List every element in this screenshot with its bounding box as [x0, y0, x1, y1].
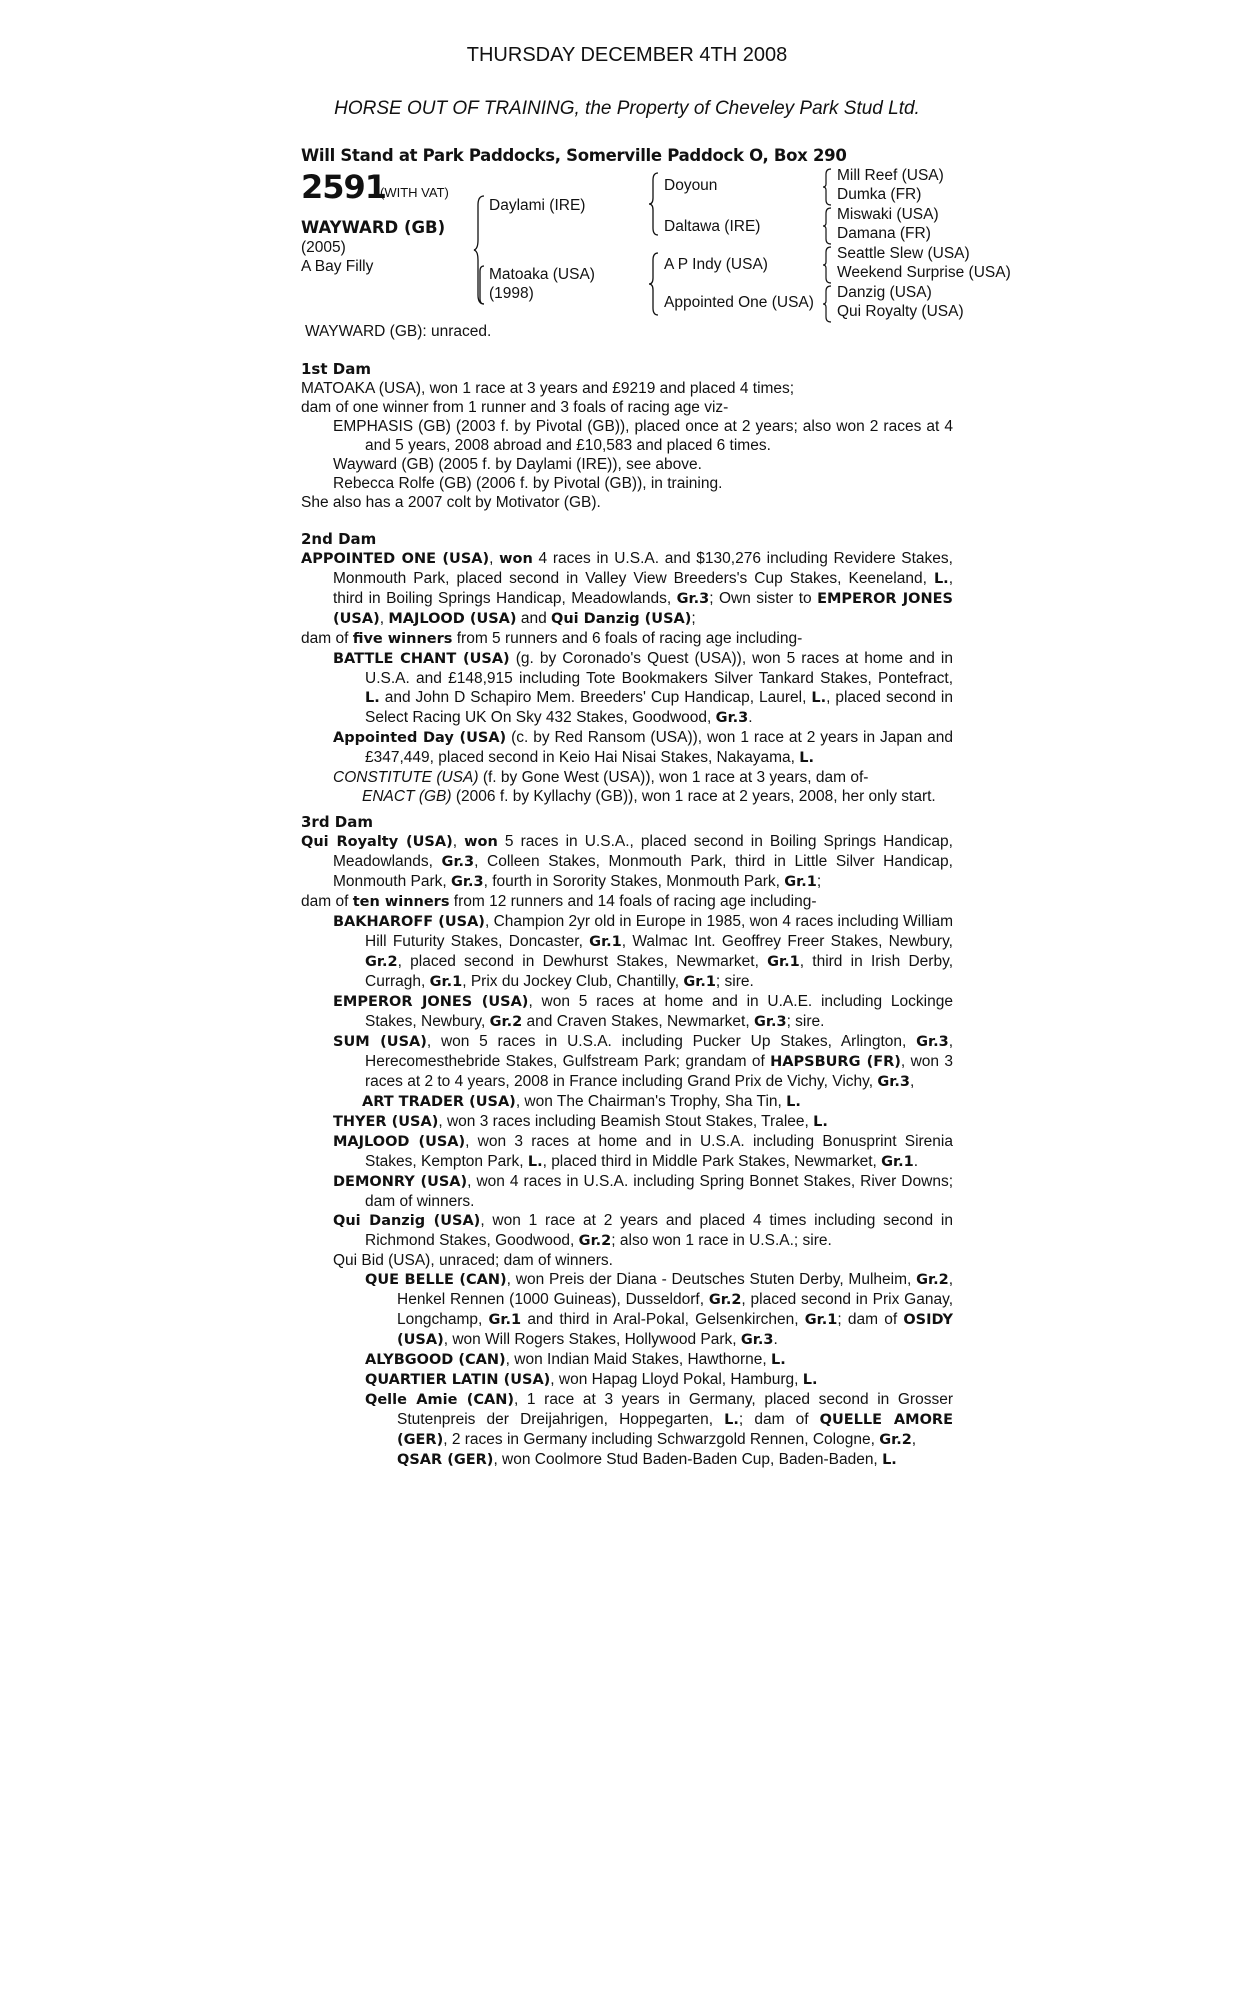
first-dam-line: dam of one winner from 1 runner and 3 foals of racing age viz-: [301, 399, 729, 416]
pedigree-ddd: Qui Royalty (USA): [837, 303, 964, 320]
lot-subtitle: HORSE OUT OF TRAINING, the Property of Cheveley Park Stud Ltd.: [334, 98, 920, 119]
second-dam-section: [301, 530, 953, 806]
first-dam-line: Rebecca Rolfe (GB) (2006 f. by Pivotal (GB)), in training.: [333, 475, 723, 492]
third-dam-line: BAKHAROFF (USA), Champion 2yr old in Europe in 1985, won 4 races including William Hill Futurity Stakes, Doncaster, Gr.1, Walmac Int. Geoffrey Freer Stakes, Newbury, Gr.2, placed second in Dewhurst Stakes, Newmarket, Gr.1, third in Irish Derby, Curragh, Gr.1, Prix du Jockey Club, Chantilly, Gr.1; sire.: [333, 913, 953, 990]
first-dam-line: She also has a 2007 colt by Motivator (GB).: [301, 494, 601, 511]
third-dam-line: SUM (USA), won 5 races in U.S.A. including Pucker Up Stakes, Arlington, Gr.3, Herecomesthebride Stakes, Gulfstream Park; grandam of HAPSBURG (FR), won 3 races at 2 to 4 years, 2008 in France including Grand Prix de Vichy, Vichy, Gr.3,: [333, 1033, 953, 1090]
third-dam-line: QUARTIER LATIN (USA), won Hapag Lloyd Pokal, Hamburg, L.: [365, 1371, 818, 1388]
pedigree-sdd: Damana (FR): [837, 225, 931, 242]
third-dam-line: EMPEROR JONES (USA), won 5 races at home and in U.A.E. including Lockinge Stakes, Newbury, Gr.2 and Craven Stakes, Newmarket, Gr.3; sire.: [333, 993, 953, 1030]
third-dam-line: THYER (USA), won 3 races including Beamish Stout Stakes, Tralee, L.: [333, 1113, 828, 1130]
pedigree-brace-dam-open: [477, 265, 485, 305]
pedigree-sds: Miswaki (USA): [837, 206, 939, 223]
second-dam-line: BATTLE CHANT (USA) (g. by Coronado's Quest (USA)), won 5 races at home and in U.S.A. and £148,915 including Tote Bookmakers Silver Tankard Stakes, Pontefract, L. and John D Schapiro Mem. Breeders' Cup Handicap, Laurel, L., placed second in Select Racing UK On Sky 432 Stakes, Goodwood, Gr.3.: [333, 650, 953, 726]
pedigree-ssd: Dumka (FR): [837, 186, 922, 203]
pedigree-sd: Daltawa (IRE): [664, 218, 761, 235]
first-dam-line: Wayward (GB) (2005 f. by Daylami (IRE)), see above.: [333, 456, 702, 473]
pedigree-brace-dd: [822, 285, 832, 323]
second-dam-line: dam of five winners from 5 runners and 6 foals of racing age including-: [301, 630, 803, 647]
first-dam-heading: 1st Dam: [301, 360, 371, 378]
third-dam-line: Qui Danzig (USA), won 1 race at 2 years and placed 4 times including second in Richmond Stakes, Goodwood, Gr.2; also won 1 race in U.S.A.; sire.: [333, 1212, 953, 1249]
horse-name: WAYWARD (GB): [301, 218, 446, 237]
third-dam-line: QSAR (GER), won Coolmore Stud Baden-Baden Cup, Baden-Baden, L.: [397, 1451, 897, 1468]
third-dam-line: DEMONRY (USA), won 4 races in U.S.A. including Spring Bonnet Stakes, River Downs; dam of winners.: [333, 1173, 953, 1210]
second-dam-line: ENACT (GB) (2006 f. by Kyllachy (GB)), won 1 race at 2 years, 2008, her only start.: [362, 788, 936, 805]
sale-date: THURSDAY DECEMBER 4TH 2008: [466, 44, 788, 66]
third-dam-section: [301, 813, 953, 1470]
second-dam-line: Appointed Day (USA) (c. by Red Ransom (USA)), won 1 race at 2 years in Japan and £347,449, placed second in Keio Hai Nisai Stakes, Nakayama, L.: [333, 729, 953, 766]
horse-year: (2005): [301, 239, 346, 256]
pedigree-brace-sire: [648, 172, 660, 236]
pedigree-sss: Mill Reef (USA): [837, 167, 944, 184]
third-dam-line: MAJLOOD (USA), won 3 races at home and in U.S.A. including Bonusprint Sirenia Stakes, Kempton Park, L., placed third in Middle Park Stakes, Newmarket, Gr.1.: [333, 1133, 953, 1170]
pedigree-dds: Danzig (USA): [837, 284, 932, 301]
third-dam-line: ALYBGOOD (CAN), won Indian Maid Stakes, Hawthorne, L.: [365, 1351, 786, 1368]
pedigree-dss: Seattle Slew (USA): [837, 245, 970, 262]
third-dam-line: QUE BELLE (CAN), won Preis der Diana - Deutsches Stuten Derby, Mulheim, Gr.2, Henkel Rennen (1000 Guineas), Dusseldorf, Gr.2, placed second in Prix Ganay, Longchamp, Gr.1 and third in Aral-Pokal, Gelsenkirchen, Gr.1; dam of OSIDY (USA), won Will Rogers Stakes, Hollywood Park, Gr.3.: [365, 1271, 954, 1348]
pedigree-sire: Daylami (IRE): [489, 197, 586, 214]
pedigree-dam: Matoaka (USA): [489, 266, 595, 283]
second-dam-heading: 2nd Dam: [301, 530, 377, 548]
third-dam-line: Qui Bid (USA), unraced; dam of winners.: [333, 1252, 613, 1269]
third-dam-line: Qui Royalty (USA), won 5 races in U.S.A., placed second in Boiling Springs Handicap, Meadowlands, Gr.3, Colleen Stakes, Monmouth Park, third in Little Silver Handicap, Monmouth Park, Gr.3, fourth in Sorority Stakes, Monmouth Park, Gr.1;: [301, 833, 953, 890]
pedigree-ss: Doyoun: [664, 177, 718, 194]
pedigree-brace-sd: [822, 207, 832, 245]
stand-location: Will Stand at Park Paddocks, Somerville Paddock O, Box 290: [301, 146, 847, 165]
race-record: WAYWARD (GB): unraced.: [305, 323, 492, 340]
vat-note: (WITH VAT): [380, 185, 449, 200]
first-dam-line: EMPHASIS (GB) (2003 f. by Pivotal (GB)), placed once at 2 years; also won 2 races at 4 and 5 years, 2008 abroad and £10,583 and placed 6 times.: [333, 418, 953, 454]
third-dam-line: Qelle Amie (CAN), 1 race at 3 years in Germany, placed second in Grosser Stutenpreis der Dreijahrigen, Hoppegarten, L.; dam of QUELLE AMORE (GER), 2 races in Germany including Schwarzgold Rennen, Cologne, Gr.2,: [365, 1391, 953, 1448]
pedigree-brace-ss: [822, 168, 832, 206]
third-dam-line: ART TRADER (USA), won The Chairman's Trophy, Sha Tin, L.: [362, 1093, 801, 1110]
pedigree-dsd: Weekend Surprise (USA): [837, 264, 1011, 281]
pedigree-dd: Appointed One (USA): [664, 294, 814, 311]
pedigree-ds: A P Indy (USA): [664, 256, 768, 273]
horse-description: A Bay Filly: [301, 258, 374, 275]
lot-number: 2591: [301, 168, 387, 206]
pedigree-brace-dam: [648, 252, 660, 316]
pedigree-dam-year: (1998): [489, 285, 534, 302]
first-dam-line: MATOAKA (USA), won 1 race at 3 years and £9219 and placed 4 times;: [301, 380, 795, 397]
pedigree-brace-ds: [822, 246, 832, 284]
first-dam-section: [301, 360, 953, 512]
third-dam-line: dam of ten winners from 12 runners and 14 foals of racing age including-: [301, 893, 817, 910]
second-dam-line: APPOINTED ONE (USA), won 4 races in U.S.A. and $130,276 including Revidere Stakes, Monmouth Park, placed second in Valley View Breeders's Cup Stakes, Keeneland, L., third in Boiling Springs Handicap, Meadowlands, Gr.3; Own sister to EMPEROR JONES (USA), MAJLOOD (USA) and Qui Danzig (USA);: [301, 550, 953, 627]
third-dam-heading: 3rd Dam: [301, 813, 373, 831]
second-dam-line: CONSTITUTE (USA) (f. by Gone West (USA)), won 1 race at 3 years, dam of-: [333, 769, 869, 786]
